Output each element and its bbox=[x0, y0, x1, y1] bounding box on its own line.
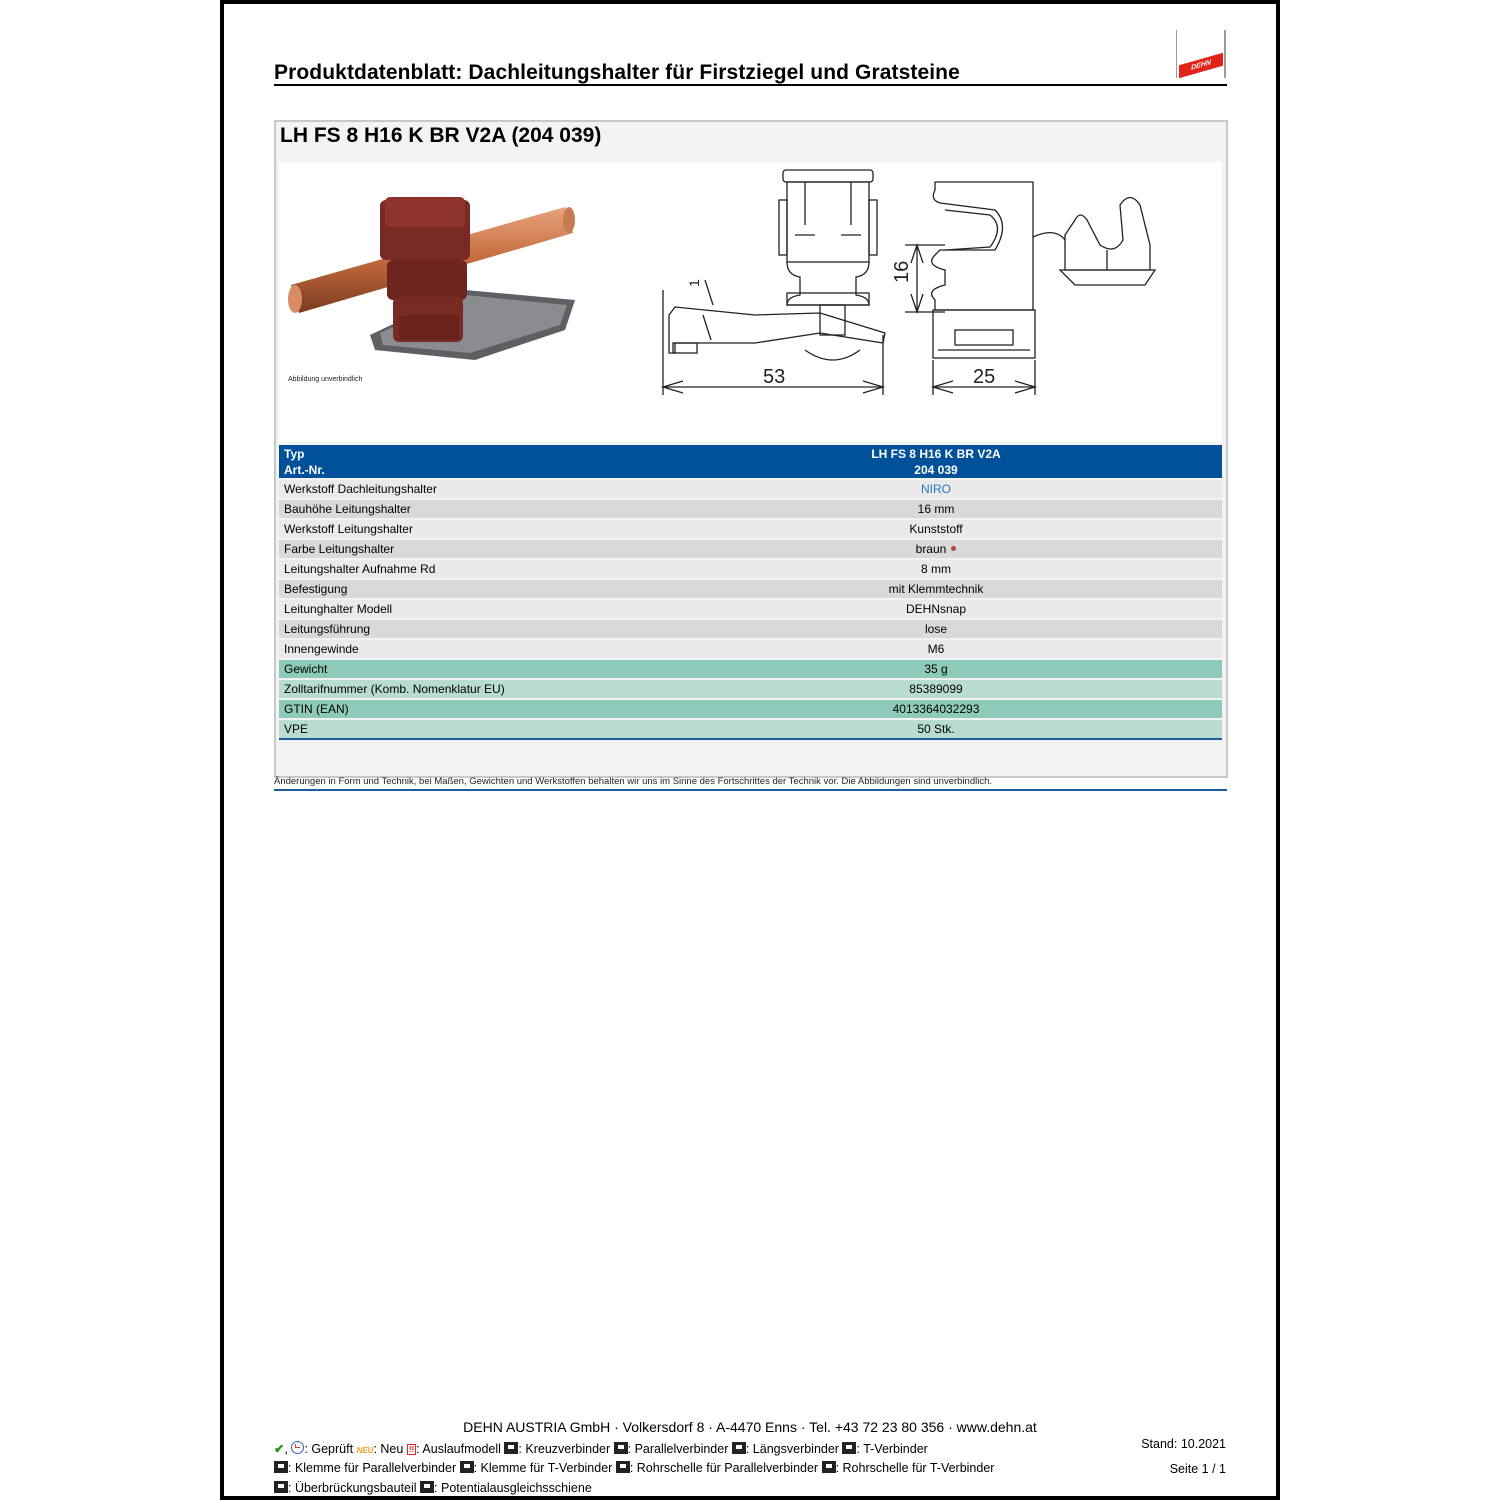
table-row: Befestigung mit Klemmtechnik bbox=[279, 580, 1222, 598]
page-number: Seite 1 / 1 bbox=[1169, 1462, 1226, 1476]
svg-text:25: 25 bbox=[973, 366, 996, 388]
longitudinal-connector-icon bbox=[732, 1442, 746, 1454]
legend-line-2: : Klemme für Parallelverbinder : Klemme für T-Verbinder : Rohrschelle für Parallelverbinder : Rohrschelle für T-Verbinder bbox=[274, 1461, 994, 1475]
pipe-clamp-t-icon bbox=[822, 1461, 836, 1473]
legend-line-1: ✔, : Geprüft NEU: Neu !! : Auslaufmodell : Kreuzverbinder : Parallelverbinder : Längsverbinder : T-Verbinder bbox=[274, 1442, 928, 1456]
dehn-logo bbox=[1176, 30, 1226, 80]
table-row: Leitunghalter Modell DEHNsnap bbox=[279, 600, 1222, 618]
document-title: Produktdatenblatt: Dachleitungshalter für Firstziegel und Gratsteine bbox=[274, 61, 960, 84]
image-caption: Abbildung unverbindlich bbox=[288, 376, 363, 383]
t-connector-icon bbox=[842, 1442, 856, 1454]
footer-address: DEHN AUSTRIA GmbH · Volkersdorf 8 · A-4470 Enns · Tel. +43 72 23 80 356 · www.dehn.at bbox=[463, 1419, 1037, 1435]
table-row: Farbe Leitungshalter braun bbox=[279, 540, 1222, 558]
table-row: Innengewinde M6 bbox=[279, 640, 1222, 658]
equipotential-bar-icon bbox=[420, 1481, 434, 1493]
svg-text:16: 16 bbox=[891, 260, 913, 283]
bridging-component-icon bbox=[274, 1481, 288, 1493]
cross-connector-icon bbox=[504, 1442, 518, 1454]
niro-link[interactable]: NIRO bbox=[921, 482, 951, 496]
checkmark-icon: ✔ bbox=[274, 1442, 285, 1456]
artnr-label: Art.-Nr. bbox=[284, 463, 325, 477]
technical-drawing bbox=[655, 165, 1165, 400]
type-value: LH FS 8 H16 K BR V2A bbox=[871, 447, 1001, 461]
disclaimer-text: Änderungen in Form und Technik, bei Maßen, Gewichten und Werkstoffen behalten wir uns im Sinne des Fortschrittes der Technik vor. Die Abbildungen sind unverbindlich. bbox=[274, 776, 993, 787]
product-title: LH FS 8 H16 K BR V2A (204 039) bbox=[280, 124, 602, 147]
table-row: Zolltarifnummer (Komb. Nomenklatur EU) 85389099 bbox=[279, 680, 1222, 698]
revision-date: Stand: 10.2021 bbox=[1141, 1437, 1226, 1451]
table-row: VPE 50 Stk. bbox=[279, 720, 1222, 740]
dehn-logo-text: DEHN bbox=[1179, 53, 1223, 79]
table-header bbox=[279, 445, 1222, 478]
table-row: Werkstoff Dachleitungshalter NIRO bbox=[279, 480, 1222, 498]
clock-icon bbox=[291, 1441, 304, 1454]
spec-table bbox=[279, 445, 1222, 740]
pipe-clamp-parallel-icon bbox=[616, 1461, 630, 1473]
color-dot-icon bbox=[951, 546, 956, 551]
title-divider bbox=[274, 84, 1227, 86]
clamp-t-icon bbox=[460, 1461, 474, 1473]
discontinued-icon: !! bbox=[408, 1445, 415, 1454]
svg-text:1: 1 bbox=[686, 279, 702, 287]
svg-text:53: 53 bbox=[763, 366, 786, 388]
clamp-parallel-icon bbox=[274, 1461, 288, 1473]
table-row: Leitungsführung lose bbox=[279, 620, 1222, 638]
disclaimer-divider bbox=[274, 789, 1227, 791]
table-row: Bauhöhe Leitungshalter 16 mm bbox=[279, 500, 1222, 518]
type-label: Typ bbox=[284, 447, 305, 461]
product-photo bbox=[285, 185, 585, 370]
new-badge-icon: NEU bbox=[356, 1446, 374, 1455]
table-row: Gewicht 35 g bbox=[279, 660, 1222, 678]
parallel-connector-icon bbox=[614, 1442, 628, 1454]
legend-line-3: : Überbrückungsbauteil : Potentialausgleichsschiene bbox=[274, 1481, 592, 1495]
table-row: Leitungshalter Aufnahme Rd 8 mm bbox=[279, 560, 1222, 578]
table-row: Werkstoff Leitungshalter Kunststoff bbox=[279, 520, 1222, 538]
table-row: GTIN (EAN) 4013364032293 bbox=[279, 700, 1222, 718]
artnr-value: 204 039 bbox=[914, 463, 958, 477]
